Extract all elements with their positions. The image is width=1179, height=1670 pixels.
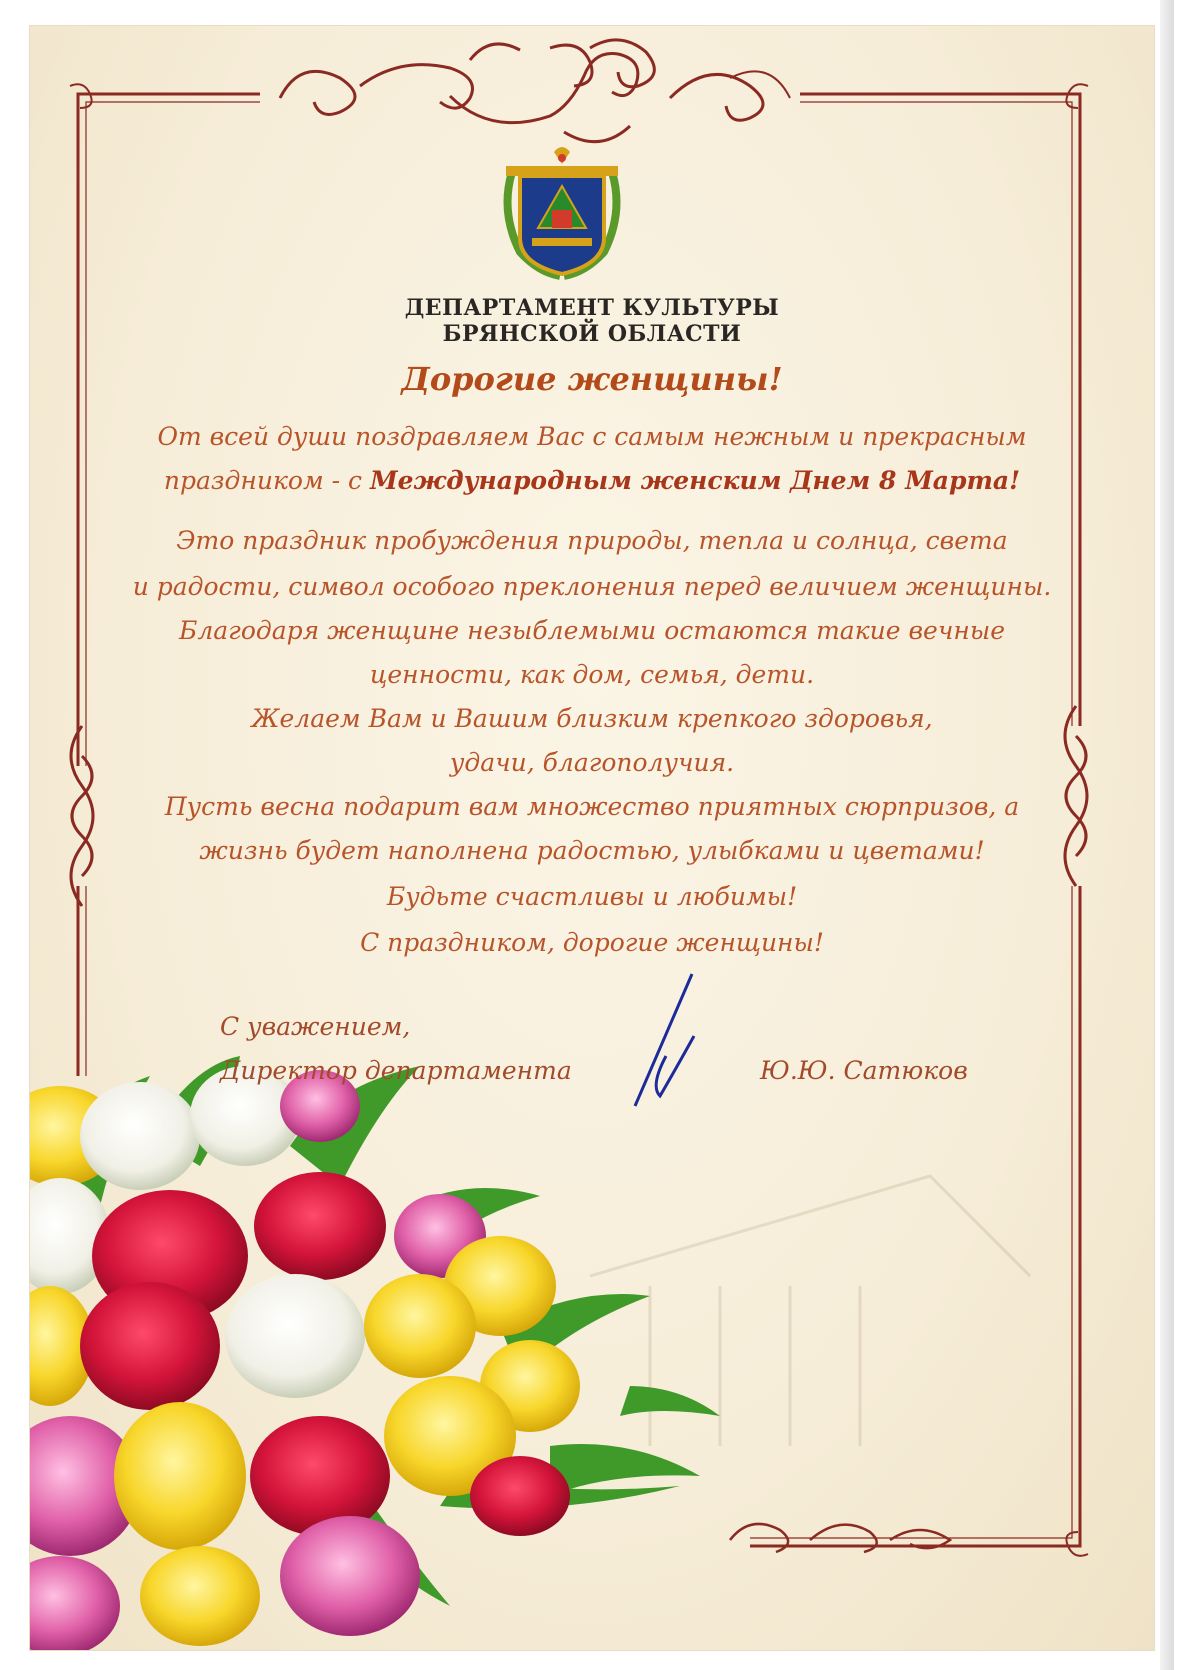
greeting-line: С праздником, дорогие женщины! xyxy=(360,928,824,957)
greeting-line: От всей души поздравляем Вас с самым нежным и прекрасным xyxy=(157,422,1027,451)
organization-name-line2: БРЯНСКОЙ ОБЛАСТИ xyxy=(442,321,742,347)
coat-of-arms xyxy=(506,147,618,276)
greeting-line: Желаем Вам и Вашим близким крепкого здоровья, xyxy=(251,704,933,733)
greeting-title: Дорогие женщины! xyxy=(401,360,783,398)
tulip-bouquet-image xyxy=(30,1056,720,1650)
greeting-line-holiday-prefix: праздником - с xyxy=(163,466,370,495)
greeting-line: жизнь будет наполнена радостью, улыбками и цветами! xyxy=(199,836,985,865)
top-scroll-ornament xyxy=(280,40,790,142)
greeting-line: Это праздник пробуждения природы, тепла и солнца, света xyxy=(176,526,1008,555)
greeting-line: ценности, как дом, семья, дети. xyxy=(369,660,815,689)
greeting-line: Пусть весна подарит вам множество приятных сюрпризов, а xyxy=(164,792,1020,821)
greeting-line: Благодаря женщине незыблемыми остаются такие вечные xyxy=(178,616,1006,645)
organization-name-line1: ДЕПАРТАМЕНТ КУЛЬТУРЫ xyxy=(404,295,780,321)
letter-sheet xyxy=(30,26,1154,1650)
greeting-line-holiday xyxy=(30,466,1154,495)
greeting-line: удачи, благополучия. xyxy=(449,748,735,777)
greeting-line: и радости, символ особого преклонения перед величием женщины. xyxy=(132,572,1052,601)
signatory-position: Директор департамента xyxy=(220,1056,572,1085)
greeting-line: Будьте счастливы и любимы! xyxy=(386,882,798,911)
page-edge xyxy=(1160,0,1174,1670)
closing-phrase: С уважением, xyxy=(220,1012,411,1041)
handwritten-signature xyxy=(635,974,694,1106)
signatory-name: Ю.Ю. Сатюков xyxy=(760,1056,968,1085)
holiday-name: Международным женским Днем 8 Марта! xyxy=(369,466,1021,495)
